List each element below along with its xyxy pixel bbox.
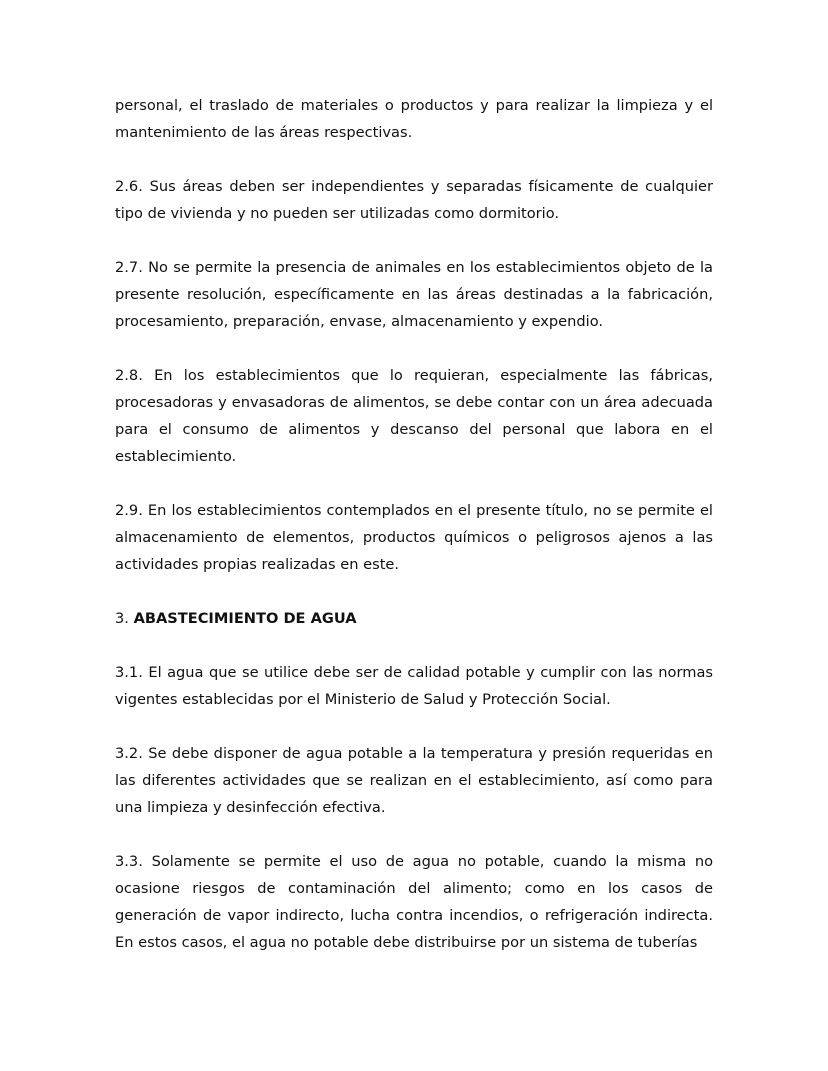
paragraph-text: No se permite la presencia de animales en los establecimientos objeto de la presente resolución, específicamente en las áreas destinadas a la fabricación, procesamiento, preparación, envase, almacenamiento y expendio. [115,259,713,330]
paragraph-text: personal, el traslado de materiales o productos y para realizar la limpieza y el mantenimiento de las áreas respectivas. [115,97,713,141]
section-number: 3. [115,610,129,627]
paragraph-3-2 [115,740,713,821]
paragraph-number: 2.6. [115,178,143,195]
paragraph-text: Sus áreas deben ser independientes y separadas físicamente de cualquier tipo de vivienda y no pueden ser utilizadas como dormitorio. [115,178,713,222]
paragraph-continuation [115,92,713,146]
paragraph-3-1 [115,659,713,713]
section-heading [115,605,713,632]
paragraph-2-7 [115,254,713,335]
document-body [115,92,713,983]
paragraph-number: 2.8. [115,367,143,384]
paragraph-text: El agua que se utilice debe ser de calidad potable y cumplir con las normas vigentes establecidas por el Ministerio de Salud y Protección Social. [115,664,713,708]
paragraph-2-8 [115,362,713,470]
paragraph-number: 3.1. [115,664,143,681]
paragraph-number: 2.7. [115,259,143,276]
paragraph-text: En los establecimientos contemplados en el presente título, no se permite el almacenamiento de elementos, productos químicos o peligrosos ajenos a las actividades propias realizadas en este. [115,502,713,573]
paragraph-3-3 [115,848,713,956]
paragraph-number: 3.2. [115,745,143,762]
section-title: ABASTECIMIENTO DE AGUA [133,610,357,627]
paragraph-text: Se debe disponer de agua potable a la temperatura y presión requeridas en las diferentes actividades que se realizan en el establecimiento, así como para una limpieza y desinfección efectiva. [115,745,714,816]
paragraph-number: 3.3. [115,853,143,870]
paragraph-2-9 [115,497,713,578]
paragraph-2-6 [115,173,713,227]
paragraph-number: 2.9. [115,502,143,519]
paragraph-text: En los establecimientos que lo requieran, especialmente las fábricas, procesadoras y envasadoras de alimentos, se debe contar con un área adecuada para el consumo de alimentos y descanso del personal que labora en el establecimiento. [115,367,713,465]
paragraph-text: Solamente se permite el uso de agua no potable, cuando la misma no ocasione riesgos de contaminación del alimento; como en los casos de generación de vapor indirecto, lucha contra incendios, o refrigeración indirecta. En estos casos, el agua no potable debe distribuirse por un sistema de tuberías [115,853,714,951]
